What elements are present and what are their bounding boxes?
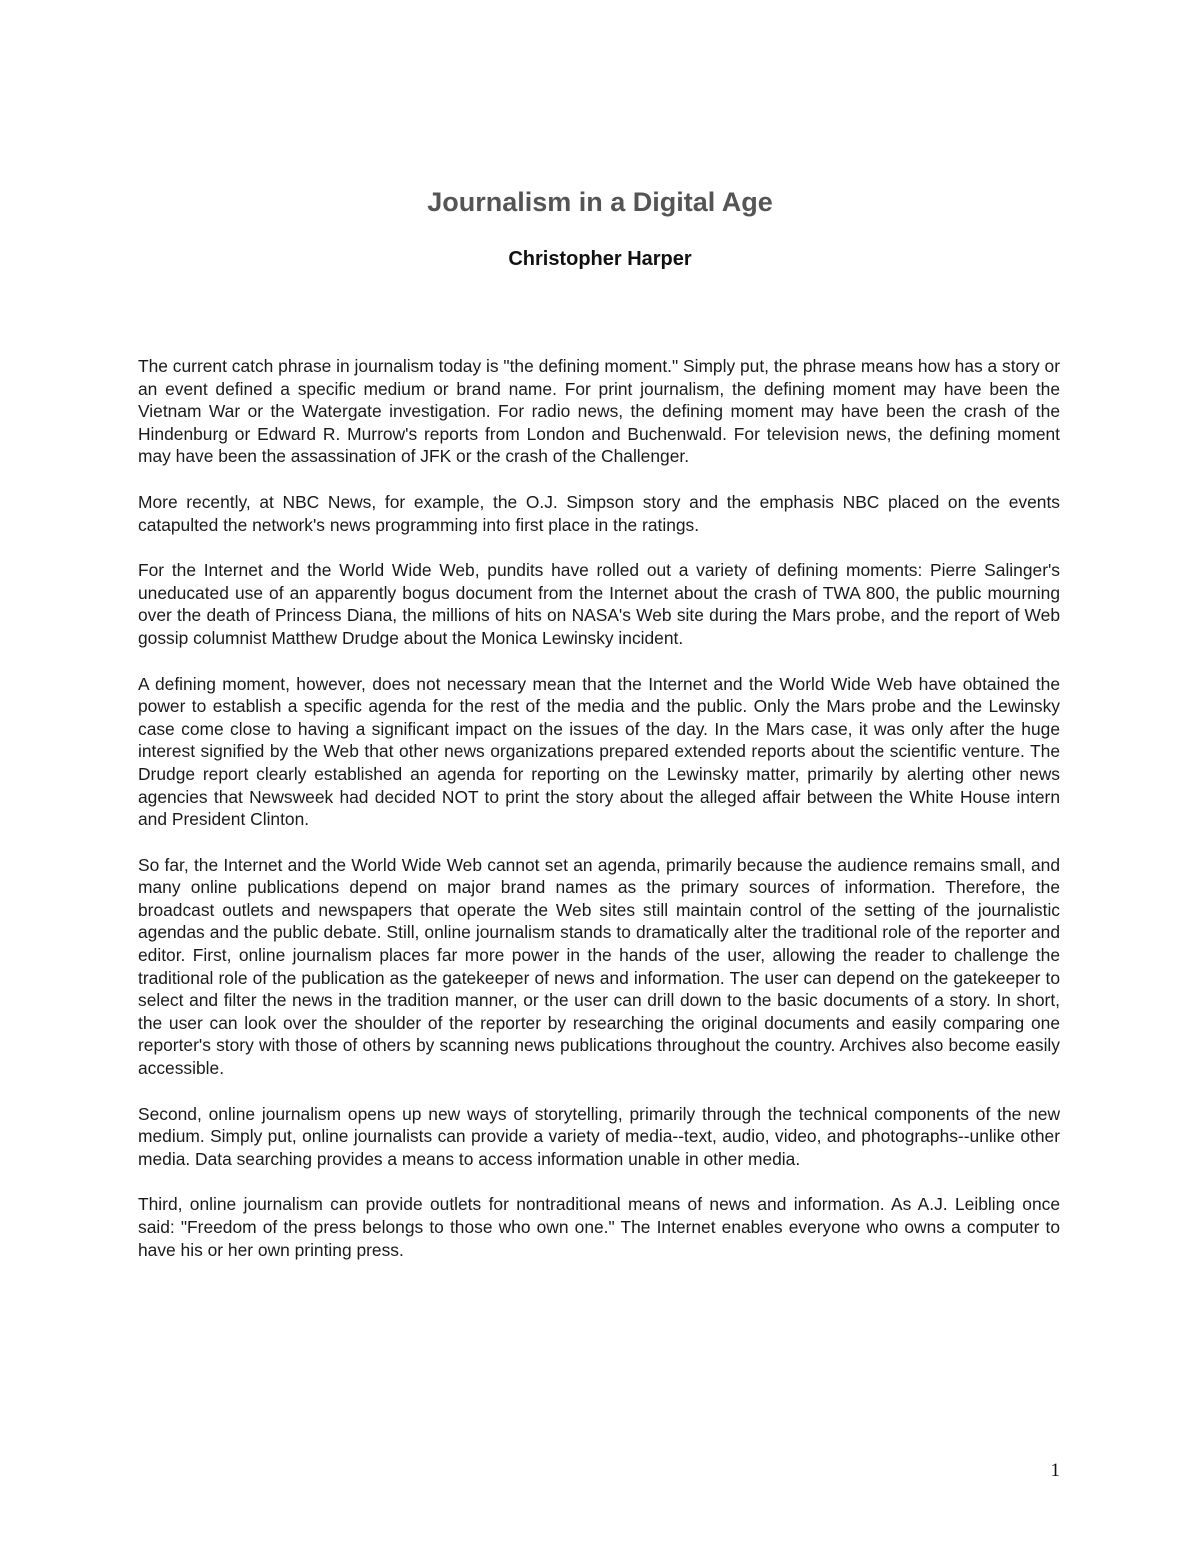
document-body: [138, 355, 1060, 1284]
document-author: Christopher Harper: [508, 248, 692, 270]
paragraph: More recently, at NBC News, for example, the O.J. Simpson story and the emphasis NBC placed on the events catapulted the network's news programming into first place in the ratings.: [138, 491, 1060, 535]
paragraph: A defining moment, however, does not necessary mean that the Internet and the World Wide Web have obtained the power to establish a specific agenda for the rest of the media and the public. Only the Mars probe and the Lewinsky case come close to having a significant impact on the issues of the day. In the Mars case, it was only after the huge interest signified by the Web that other news organizations prepared extended reports about the scientific venture. The Drudge report clearly established an agenda for reporting on the Lewinsky matter, primarily by alerting other news agencies that Newsweek had decided NOT to print the story about the alleged affair between the White House intern and President Clinton.: [138, 673, 1060, 830]
page-number: 1: [1050, 1460, 1060, 1481]
paragraph: The current catch phrase in journalism today is "the defining moment." Simply put, the phrase means how has a story or an event defined a specific medium or brand name. For print journalism, the defining moment may have been the Vietnam War or the Watergate investigation. For radio news, the defining moment may have been the crash of the Hindenburg or Edward R. Murrow's reports from London and Buchenwald. For television news, the defining moment may have been the assassination of JFK or the crash of the Challenger.: [138, 356, 1060, 467]
paragraph: Second, online journalism opens up new ways of storytelling, primarily through the technical components of the new medium. Simply put, online journalists can provide a variety of media--text, audio, video, and photographs--unlike other media. Data searching provides a means to access information unable in other media.: [138, 1103, 1060, 1169]
paragraph: So far, the Internet and the World Wide Web cannot set an agenda, primarily because the audience remains small, and many online publications depend on major brand names as the primary sources of information. Therefore, the broadcast outlets and newspapers that operate the Web sites still maintain control of the setting of the journalistic agendas and the public debate. Still, online journalism stands to dramatically alter the traditional role of the reporter and editor. First, online journalism places far more power in the hands of the user, allowing the reader to challenge the traditional role of the publication as the gatekeeper of news and information. The user can depend on the gatekeeper to select and filter the news in the tradition manner, or the user can drill down to the basic documents of a story. In short, the user can look over the shoulder of the reporter by researching the original documents and easily comparing one reporter's story with those of others by scanning news publications throughout the country. Archives also become easily accessible.: [138, 854, 1060, 1079]
paragraph: For the Internet and the World Wide Web, pundits have rolled out a variety of defining moments: Pierre Salinger's uneducated use of an apparently bogus document from the Internet about the crash of TWA 800, the public mourning over the death of Princess Diana, the millions of hits on NASA's Web site during the Mars probe, and the report of Web gossip columnist Matthew Drudge about the Monica Lewinsky incident.: [138, 560, 1060, 648]
document-title: Journalism in a Digital Age: [427, 187, 773, 217]
paragraph: Third, online journalism can provide outlets for nontraditional means of news and information. As A.J. Leibling once said: "Freedom of the press belongs to those who own one." The Internet enables everyone who owns a computer to have his or her own printing press.: [138, 1194, 1060, 1260]
